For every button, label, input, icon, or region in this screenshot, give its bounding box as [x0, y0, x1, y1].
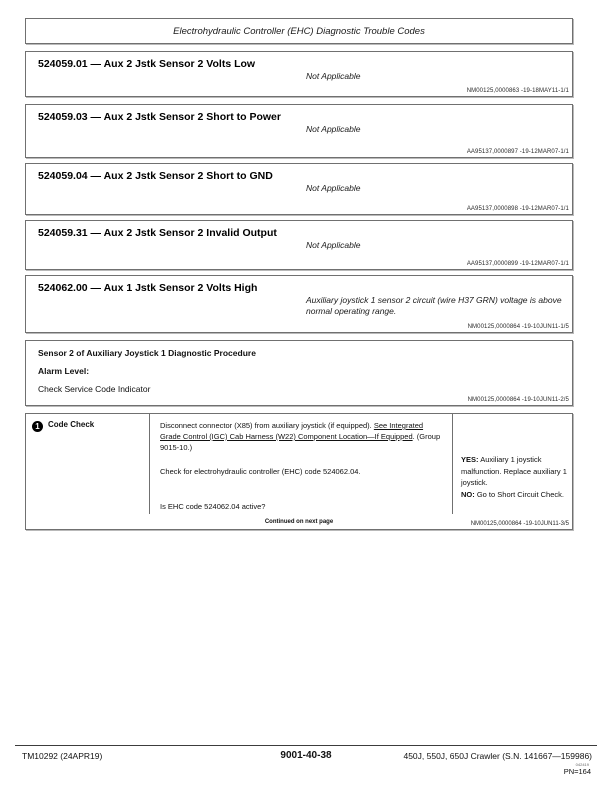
footer-rule	[15, 745, 597, 746]
dtc-title: 524059.03 — Aux 2 Jstk Sensor 2 Short to Power	[38, 111, 281, 123]
dtc-box-524059-04	[25, 163, 573, 215]
dtc-box-524062-00	[25, 275, 573, 333]
dtc-box-524059-01	[25, 51, 573, 97]
footer-date-code: 042419	[575, 762, 589, 767]
no-label: NO:	[461, 489, 475, 499]
footer-model-info: 450J, 550J, 650J Crawler (S.N. 141667—159986)	[403, 751, 592, 761]
instruction-text: . (Group 9015-10.)	[160, 432, 441, 452]
dtc-box-524059-03	[25, 104, 573, 158]
dtc-description: Not Applicable	[306, 183, 361, 193]
dtc-title: 524059.04 — Aux 2 Jstk Sensor 2 Short to GND	[38, 170, 273, 182]
check-instruction: Check for electrohydraulic controller (EHC) code 524062.04.	[160, 467, 361, 476]
result-cell	[453, 414, 572, 514]
instruction-paragraph	[160, 420, 444, 453]
yes-result	[461, 454, 568, 489]
doc-control-code: AA95137,0000898 -19-12MAR07-1/1	[466, 206, 569, 212]
dtc-title: 524059.01 — Aux 2 Jstk Sensor 2 Volts Low	[38, 58, 256, 70]
continued-note: Continued on next page	[264, 519, 334, 525]
doc-control-code: NM00125,0000864 -19-10JUN11-2/5	[467, 397, 569, 403]
dtc-title: 524059.31 — Aux 2 Jstk Sensor 2 Invalid Output	[38, 227, 277, 239]
alarm-level-value: Check Service Code Indicator	[38, 384, 151, 394]
instruction-cell	[149, 414, 453, 514]
page-header-title: Electrohydraulic Controller (EHC) Diagnostic Trouble Codes	[173, 25, 425, 37]
footer-pn: PN=164	[563, 767, 591, 776]
no-result	[461, 489, 568, 501]
code-check-row	[26, 414, 572, 514]
diagnostic-procedure-box	[25, 340, 573, 406]
dtc-description: Not Applicable	[306, 240, 361, 250]
dtc-description: Not Applicable	[306, 124, 361, 134]
dtc-description: Auxiliary joystick 1 sensor 2 circuit (wire H37 GRN) voltage is above normal operating range.	[306, 295, 562, 316]
footer-manual-number: TM10292 (24APR19)	[22, 751, 103, 761]
page-header-box	[25, 18, 573, 44]
step-1-icon: 1	[32, 421, 43, 432]
doc-control-code: NM00125,0000863 -19-18MAY11-1/1	[466, 88, 569, 94]
doc-control-code: NM00125,0000864 -19-10JUN11-1/5	[467, 324, 569, 330]
yes-text: Auxiliary 1 joystick malfunction. Replace auxiliary 1 joystick.	[461, 455, 567, 487]
dtc-description: Not Applicable	[306, 71, 361, 81]
question-line: Is EHC code 524062.04 active?	[160, 502, 266, 511]
no-text: Go to Short Circuit Check.	[476, 489, 564, 499]
step-label: Code Check	[48, 420, 95, 429]
instruction-text: Disconnect connector (X85) from auxiliary joystick (if equipped).	[160, 421, 374, 430]
footer-page-number: 9001-40-38	[280, 750, 332, 761]
doc-control-code: AA95137,0000897 -19-12MAR07-1/1	[466, 149, 569, 155]
cross-reference-link[interactable]: See Integrated Grade Control (IGC) Cab Harness (W22) Component Location—If Equipped	[160, 421, 424, 441]
table-footer	[26, 513, 572, 529]
doc-control-code: AA95137,0000899 -19-12MAR07-1/1	[466, 261, 569, 267]
doc-control-code: NM00125,0000864 -19-10JUN11-3/5	[470, 521, 569, 527]
dtc-title: 524062.00 — Aux 1 Jstk Sensor 2 Volts High	[38, 282, 258, 294]
code-check-table	[25, 413, 573, 530]
yes-label: YES:	[461, 455, 479, 464]
step-cell	[26, 414, 149, 514]
procedure-title: Sensor 2 of Auxiliary Joystick 1 Diagnostic Procedure	[38, 348, 256, 358]
alarm-level-label: Alarm Level:	[38, 366, 90, 376]
dtc-box-524059-31	[25, 220, 573, 270]
